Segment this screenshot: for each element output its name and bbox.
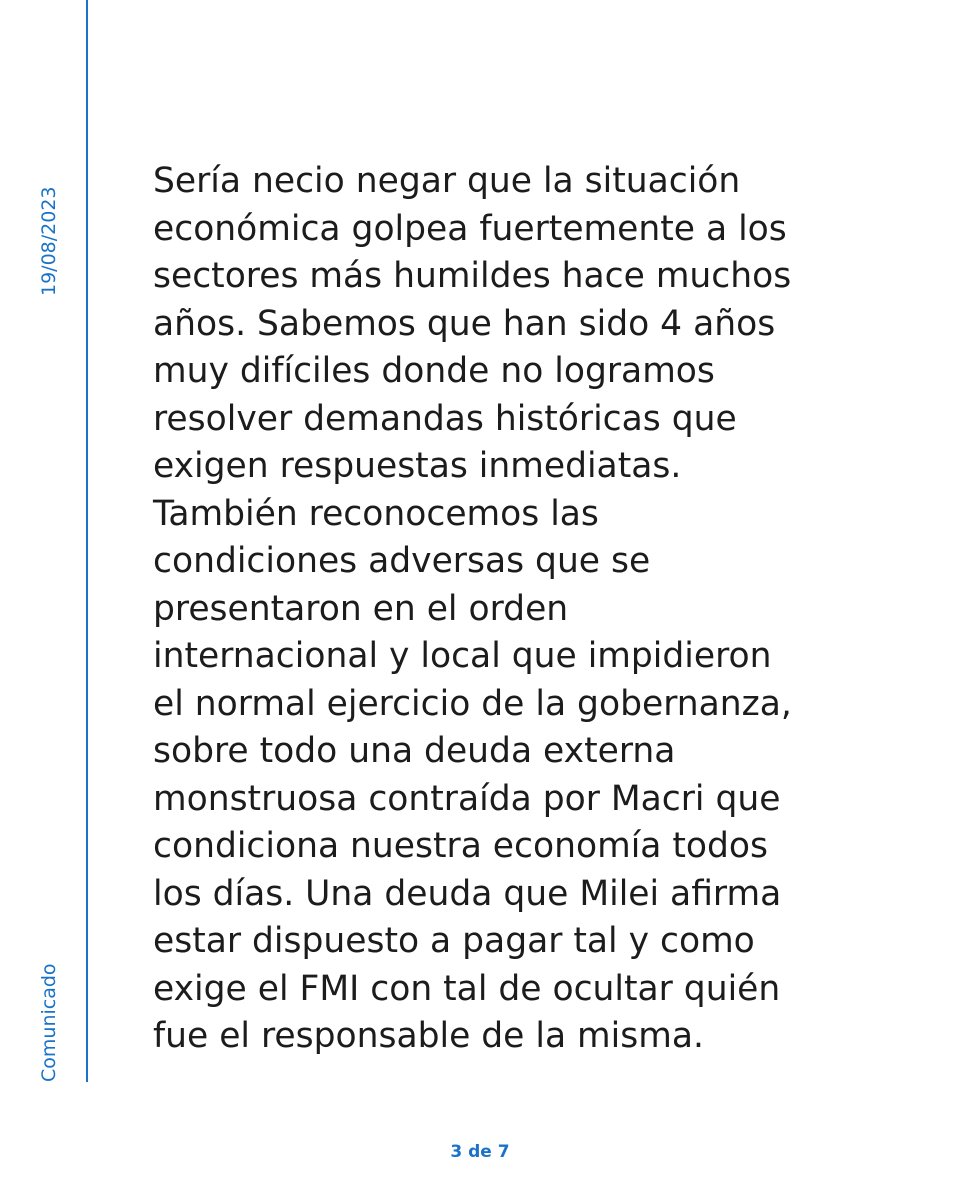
date-label: 19/08/2023 (38, 186, 60, 296)
statement-paragraph (153, 158, 873, 1061)
paragraph-line: económica golpea fuertemente a los (153, 208, 787, 249)
paragraph-line: exige el FMI con tal de ocultar quién (153, 968, 781, 1009)
vertical-divider (86, 0, 88, 1082)
paragraph-line: estar dispuesto a pagar tal y como (153, 921, 755, 961)
paragraph-line: Sería necio negar que la situación (153, 161, 741, 201)
paragraph-line: condiciona nuestra economía todos (153, 826, 769, 866)
page-number: 3 de 7 (450, 1142, 510, 1162)
paragraph-line: presentaron en el orden (153, 588, 569, 629)
paragraph-line: También reconocemos las (153, 493, 599, 534)
paragraph-line: internacional y local que impidieron (153, 636, 772, 676)
document-type-label: Comunicado (38, 963, 60, 1082)
paragraph-line: sobre todo una deuda externa (153, 731, 676, 771)
paragraph-line: el normal ejercicio de la gobernanza, (153, 683, 792, 724)
paragraph-line: condiciones adversas que se (153, 541, 651, 581)
paragraph-line: resolver demandas históricas que (153, 398, 737, 439)
paragraph-line: los días. Una deuda que Milei afirma (153, 873, 782, 914)
paragraph-line: sectores más humildes hace muchos (153, 256, 792, 296)
paragraph-line: monstruosa contraída por Macri que (153, 778, 781, 819)
paragraph-line: exigen respuestas inmediatas. (153, 446, 682, 486)
paragraph-line: fue el responsable de la misma. (153, 1016, 704, 1056)
paragraph-line: muy difíciles donde no logramos (153, 351, 715, 391)
paragraph-line: años. Sabemos que han sido 4 años (153, 303, 776, 344)
